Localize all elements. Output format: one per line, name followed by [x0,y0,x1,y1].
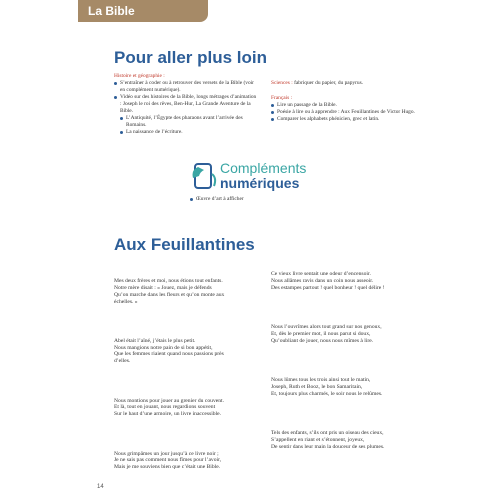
history-column [114,73,259,136]
complements-numeriques-logo [190,160,320,194]
poem-stanza: Nous lûmes tous les trois ainsi tout le matin, Joseph, Ruth et Booz, le bon Samaritain, Et, toujours plus charmés, le soir nous le relûmes. [271,377,383,397]
poem-stanza: Ce vieux livre sentait une odeur d’encensoir. Nous allâmes ravis dans un coin nous asseoir. Des estampes partout ! quel bonheur ! quel délire ! [271,271,385,291]
poem-stanza: Mes deux frères et moi, nous étions tout enfants. Notre mère disait : « Jouez, mais je défends Qu’on marche dans les fleurs et qu’on monte aux échelles. » [114,278,225,305]
poem-right-column [271,258,385,457]
francais-label: Français : [271,95,293,101]
complements-title: Compléments [220,160,307,176]
poem-stanza: Abel était l’aîné, j’étais le plus petit. Nous mangions notre pain de si bon appétit, Que les femmes riaient quand nous passions près d’elles. [114,338,224,365]
poem-stanza: Tels des enfants, s’ils ont pris un oiseau des cieux, S’appellent en riant et s’étonnent, joyeux, De sentir dans leur main la douceur de ses plumes. [271,430,385,450]
poem-title: Aux Feuillantines [114,235,255,254]
poem-left-column [114,265,224,477]
tablet-hand-icon [190,160,220,194]
sciences-line [271,80,431,87]
sciences-text: fabriquer du papier, du papyrus. [294,80,364,86]
list-item: Comparer les alphabets phénicien, grec et latin. [271,116,431,123]
page-number: 14 [97,484,104,490]
section-title: Pour aller plus loin [114,48,268,67]
list-item: Vidéo sur des histoires de la Bible, longs métrages d’animation : Joseph le roi des rêves, Ben-Hur, La Grande Aventure de la Bible. [114,94,259,115]
chapter-tab: La Bible [78,0,208,22]
poem-stanza: Nous montions pour jouer au grenier du couvent. Et là, tout en jouant, nous regardions souvent Sur le haut d’une armoire, un livre inaccessible. [114,397,224,418]
sciences-francais-column [271,80,431,123]
complements-list [190,196,330,203]
list-item: Poésie à lire ou à apprendre : Aux Feuillantines de Victor Hugo. [271,109,431,116]
list-item: L’Antiquité, l’Égypte des pharaons avant l’arrivée des Romains. [114,115,259,129]
poem-stanza: Nous l’ouvrîmes alors tout grand sur nos genoux, Et, dès le premier mot, il nous parut si doux, Qu’oubliant de jouer, nous nous mîmes à lire. [271,324,382,344]
list-item: S’entraîner à coder ou à retrouver des versets de la Bible (voir en complément numérique). [114,80,259,94]
list-item: Lire un passage de la Bible. [271,102,431,109]
sciences-label: Sciences : [271,80,293,86]
numeriques-title: numériques [220,175,300,191]
history-label: Histoire et géographie : [114,73,165,79]
list-item[interactable]: Œuvre d’art à afficher [190,196,330,203]
poem-stanza: Nous grimpâmes un jour jusqu’à ce livre noir ; Je ne sais pas comment nous fîmes pour l’avoir, Mais je me souviens bien que c’était une Bible. [114,450,222,470]
list-item: La naissance de l’écriture. [114,129,259,136]
